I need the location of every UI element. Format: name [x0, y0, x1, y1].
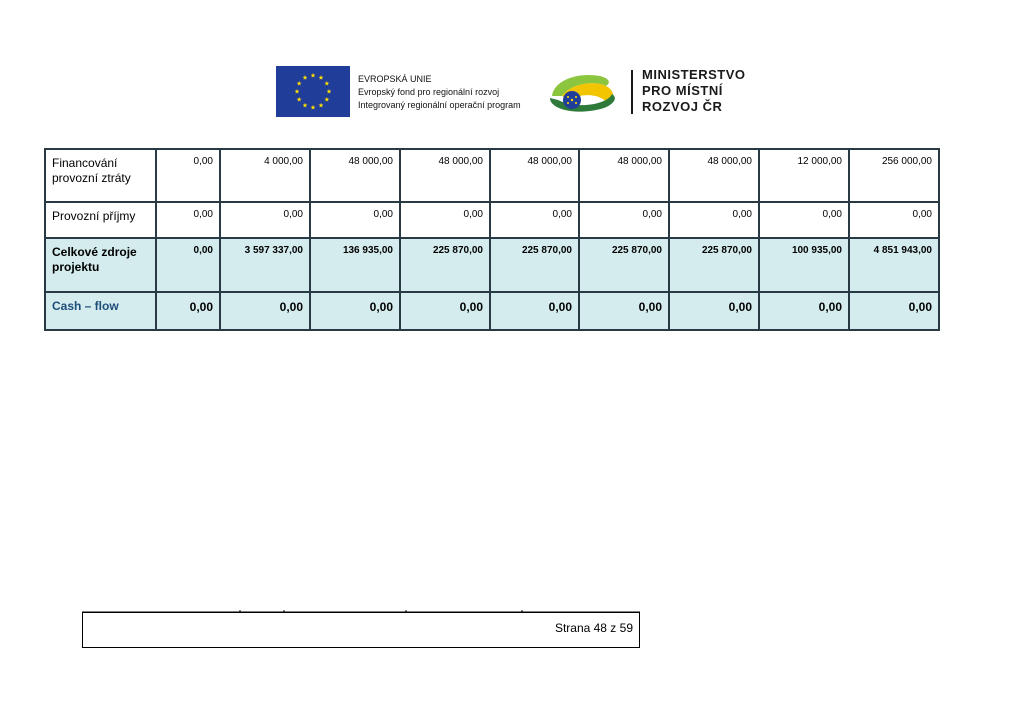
table-cell: 0,00 [849, 202, 939, 238]
table-cell: 0,00 [310, 292, 400, 330]
table-cell: 3 597 337,00 [220, 238, 310, 292]
ministry-logo [548, 70, 622, 114]
table-cell: 0,00 [490, 292, 579, 330]
table-cell: 48 000,00 [310, 149, 400, 202]
eu-flag-logo [276, 66, 350, 117]
cash-flow-table [44, 148, 940, 331]
table-cell: 48 000,00 [579, 149, 669, 202]
table-cell: 0,00 [400, 292, 490, 330]
ministry-line-2: PRO MÍSTNÍ [642, 83, 723, 98]
logo-divider [631, 70, 633, 114]
table-cell: 100 935,00 [759, 238, 849, 292]
eu-line-2: Evropský fond pro regionální rozvoj [358, 87, 500, 97]
table-cell: 225 870,00 [669, 238, 759, 292]
table-cell: 0,00 [156, 149, 220, 202]
table-cell: 0,00 [759, 292, 849, 330]
ministry-line-1: MINISTERSTVO [642, 67, 746, 82]
row-label: Financování provozní ztráty [45, 149, 156, 202]
eu-line-3: Integrovaný regionální operační program [358, 100, 521, 110]
table-cell: 0,00 [579, 202, 669, 238]
table-cell: 225 870,00 [400, 238, 490, 292]
table-row [45, 149, 939, 202]
table-row [45, 202, 939, 238]
table-cell: 12 000,00 [759, 149, 849, 202]
eu-logo-text [358, 73, 521, 112]
table-cell: 0,00 [310, 202, 400, 238]
table-cell: 0,00 [156, 202, 220, 238]
table-cell: 0,00 [849, 292, 939, 330]
table-cell: 0,00 [669, 202, 759, 238]
table-cell: 0,00 [579, 292, 669, 330]
table-cell: 225 870,00 [579, 238, 669, 292]
row-label: Celkové zdroje projektu [45, 238, 156, 292]
table-row [45, 292, 939, 330]
page-footer [82, 612, 640, 648]
ministry-logo-text [642, 67, 746, 115]
table-cell: 0,00 [400, 202, 490, 238]
table-cell: 0,00 [490, 202, 579, 238]
table-cell: 225 870,00 [490, 238, 579, 292]
page-number: Strana 48 z 59 [554, 621, 633, 635]
row-label: Cash – flow [45, 292, 156, 330]
table-cell: 0,00 [669, 292, 759, 330]
table-cell: 4 000,00 [220, 149, 310, 202]
table-cell: 0,00 [759, 202, 849, 238]
table-row [45, 238, 939, 292]
row-label: Provozní příjmy [45, 202, 156, 238]
table-cell: 0,00 [156, 292, 220, 330]
table-cell: 48 000,00 [490, 149, 579, 202]
table-cell: 256 000,00 [849, 149, 939, 202]
table-cell: 0,00 [220, 202, 310, 238]
table-cell: 48 000,00 [669, 149, 759, 202]
table-cell: 4 851 943,00 [849, 238, 939, 292]
table-cell: 48 000,00 [400, 149, 490, 202]
table-cell: 0,00 [220, 292, 310, 330]
eu-line-1: EVROPSKÁ UNIE [358, 74, 432, 84]
table-body [45, 149, 939, 330]
table-cell: 136 935,00 [310, 238, 400, 292]
table-cell: 0,00 [156, 238, 220, 292]
ministry-line-3: ROZVOJ ČR [642, 99, 723, 114]
